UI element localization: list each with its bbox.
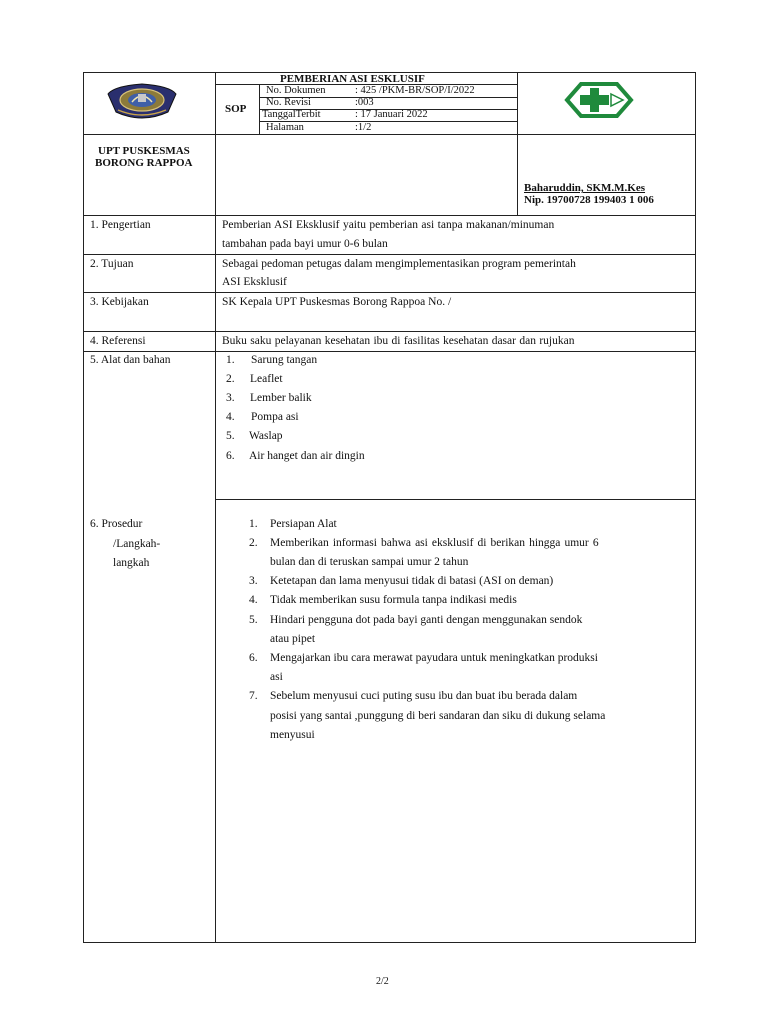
- section-label-prosedur: 6. Prosedur: [90, 518, 143, 530]
- alat-item-text: Sarung tangan: [251, 354, 318, 366]
- step-text: Sebelum menyusui cuci puting susu ibu dan buat ibu berada dalam: [270, 690, 578, 702]
- meta-value-halaman: :1/2: [355, 122, 372, 133]
- alat-item-num: 1.: [226, 354, 235, 366]
- sop-label: SOP: [225, 103, 247, 115]
- step-text: atau pipet: [270, 633, 316, 645]
- alat-item-num: 5.: [226, 430, 235, 442]
- step-text: Tidak memberikan susu formula tanpa indikasi medis: [270, 594, 517, 606]
- alat-item-num: 4.: [226, 411, 235, 423]
- section-label-pengertian: 1. Pengertian: [90, 219, 151, 231]
- step-text: Ketetapan dan lama menyusui tidak di batasi (ASI on deman): [270, 575, 554, 587]
- alat-item-num: 6.: [226, 450, 235, 462]
- meta-label-no-revisi: No. Revisi: [266, 97, 311, 108]
- alat-item-num: 2.: [226, 373, 235, 385]
- step-num: 5.: [249, 614, 258, 626]
- step-text: posisi yang santai ,punggung di beri sandaran dan siku di dukung selama: [270, 710, 606, 722]
- step-num: 6.: [249, 652, 258, 664]
- step-text: Memberikan informasi bahwa asi eksklusif di berikan hingga umur 6: [270, 537, 599, 549]
- step-text: Persiapan Alat: [270, 518, 337, 530]
- alat-item-text: Pompa asi: [251, 411, 299, 423]
- meta-value-tanggal-terbit: : 17 Januari 2022: [355, 109, 428, 120]
- referensi-text: Buku saku pelayanan kesehatan ibu di fasilitas kesehatan dasar dan rujukan: [222, 335, 575, 347]
- meta-value-no-dokumen: : 425 /PKM-BR/SOP/I/2022: [355, 85, 475, 96]
- tujuan-line-1: Sebagai pedoman petugas dalam mengimplementasikan program pemerintah: [222, 258, 576, 270]
- signer-nip: Nip. 19700728 199403 1 006: [524, 194, 654, 206]
- meta-label-no-dokumen: No. Dokumen: [266, 85, 326, 96]
- step-text: bulan dan di teruskan sampai umur 2 tahun: [270, 556, 469, 568]
- step-num: 1.: [249, 518, 258, 530]
- step-text: Hindari pengguna dot pada bayi ganti dengan menggunakan sendok: [270, 614, 583, 626]
- regency-emblem-logo: [104, 80, 180, 124]
- section-label-alat-bahan: 5. Alat dan bahan: [90, 354, 171, 366]
- section-label-referensi: 4. Referensi: [90, 335, 146, 347]
- meta-label-tanggal-terbit: TanggalTerbit: [262, 109, 321, 120]
- step-text: menyusui: [270, 729, 315, 741]
- document-title: PEMBERIAN ASI ESKLUSIF: [280, 73, 425, 85]
- alat-item-num: 3.: [226, 392, 235, 404]
- meta-label-halaman: Halaman: [266, 122, 304, 133]
- step-num: 7.: [249, 690, 258, 702]
- puskesmas-logo: [561, 80, 637, 120]
- institution-name-line1: UPT PUSKESMAS: [98, 145, 190, 157]
- page-number: 2/2: [376, 976, 389, 987]
- alat-item-text: Lember balik: [250, 392, 312, 404]
- meta-value-no-revisi: :003: [355, 97, 374, 108]
- alat-item-text: Waslap: [249, 430, 283, 442]
- institution-name-line2: BORONG RAPPOA: [95, 157, 193, 169]
- step-num: 4.: [249, 594, 258, 606]
- section-label-tujuan: 2. Tujuan: [90, 258, 134, 270]
- step-num: 3.: [249, 575, 258, 587]
- step-text: asi: [270, 671, 283, 683]
- pengertian-line-1: Pemberian ASI Eksklusif yaitu pemberian asi tanpa makanan/minuman: [222, 219, 555, 231]
- step-num: 2.: [249, 537, 258, 549]
- section-label-prosedur-3: langkah: [113, 557, 150, 569]
- alat-item-text: Air hanget dan air dingin: [249, 450, 365, 462]
- step-text: Mengajarkan ibu cara merawat payudara untuk meningkatkan produksi: [270, 652, 598, 664]
- pengertian-line-2: tambahan pada bayi umur 0-6 bulan: [222, 238, 388, 250]
- section-label-kebijakan: 3. Kebijakan: [90, 296, 149, 308]
- signer-name: Baharuddin, SKM.M.Kes: [524, 182, 646, 194]
- kebijakan-text: SK Kepala UPT Puskesmas Borong Rappoa No. /: [222, 296, 452, 308]
- tujuan-line-2: ASI Eksklusif: [222, 276, 287, 288]
- alat-item-text: Leaflet: [250, 373, 283, 385]
- section-label-prosedur-2: /Langkah-: [113, 538, 161, 550]
